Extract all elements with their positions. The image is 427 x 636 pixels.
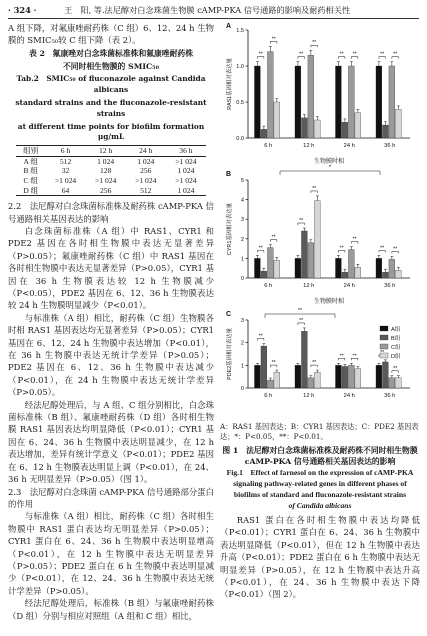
y-tick-label: 5 <box>240 178 244 184</box>
significance-label: ** <box>393 365 398 372</box>
table-cell: 1 024 <box>97 156 115 166</box>
x-tick-label: 12 h <box>303 393 315 399</box>
table2-header-cell: 12 h <box>99 146 113 156</box>
significance-label: ** <box>380 51 385 58</box>
table-row <box>16 186 206 196</box>
y-tick-label: 1 <box>240 363 244 370</box>
table-cell: D 组 <box>23 185 39 195</box>
table-cell: >1 024 <box>54 175 77 185</box>
x-tick-label: 6 h <box>264 283 273 289</box>
bar <box>335 66 341 138</box>
y-tick-label: 2 <box>240 236 244 243</box>
bar <box>314 201 320 278</box>
x-tick-label: 24 h <box>343 143 355 149</box>
bar <box>308 55 314 138</box>
table-cell: 128 <box>99 166 112 176</box>
figure-caption-en-2: signaling pathway-related genes in different phases of <box>233 479 407 488</box>
figure-1 <box>220 20 420 418</box>
y-axis-title: RAS1基因相对表达量 <box>227 58 233 110</box>
bar <box>254 365 260 388</box>
bar <box>295 258 301 278</box>
y-tick-label: 3 <box>240 318 244 324</box>
section-2-2-heading: 2.2 法尼醇对白念珠菌标准株及耐药株 cAMP-PKA 信号通路相关基因表达的影响 <box>8 201 214 224</box>
significance-label: ** <box>339 245 344 252</box>
panel-label: C <box>226 311 232 318</box>
running-header <box>8 3 419 19</box>
x-tick-label: 6 h <box>264 393 273 399</box>
bar <box>389 378 395 388</box>
x-tick-label: 36 h <box>384 143 396 149</box>
table2-header-cell: 36 h <box>179 146 193 156</box>
bar <box>308 243 314 278</box>
body-paragraph: 与标准株（A 组）相比，耐药株（C 组）各时相生物膜中 RAS1 蛋白表达均无明显差异（P>0.05）；CYR1 蛋白在 6、24、36 h 生物膜中表达明显增高（P<0.01），在 12 h 生物膜中表达无明显差异（P>0.05）；PDE2 蛋白在 6 h 生物膜中表达明显减少（P<0.01），在 12、24、36 h 生物膜中表达无统计学差异（P>0.05）。 <box>8 511 214 596</box>
bar <box>261 129 267 138</box>
table-cell: 256 <box>140 166 152 176</box>
x-tick-label: 36 h <box>384 393 396 399</box>
bar <box>355 113 361 138</box>
x-tick-label: 36 h <box>384 283 396 289</box>
body-paragraph: RAS1 蛋白在各时相生物膜中表达均降低（P<0.01）；CYR1 蛋白在 6、24、36 h 生物膜中表达明显降低（P<0.01），但在 12 h 生物膜中表达升高（P<0.01）；PDE2 蛋白在 6 h 生物膜中表达无明显差异（P>0.05），在 12 h 生物膜中表达升高（P<0.01），在 24、36 h 生物膜中表达下降（P<0.01）（图 2）。 <box>220 515 420 600</box>
table-cell: >1 024 <box>175 156 197 166</box>
table-cell: 512 <box>140 185 152 195</box>
significance-label: ** <box>352 353 357 360</box>
table2-header-row <box>16 146 206 157</box>
body-paragraph: 与标准株（A 组）相比，耐药株（C 组）生物膜各时相 RAS1 基因表达均无显著差异（P>0.05）；CYR1 基因在 6、12、24 h 生物膜中表达增加（P<0.01），在 36 h 生物膜中表达无统计学差异（P>0.05）；PDE2 基因在 6、12、36 h 生物膜中表达减少（P<0.01），在 24 h 生物膜中表达无统计学差异（P>0.05）。 <box>8 312 214 398</box>
running-title: 王 阳, 等.法尼醇对白念珠菌生物膜 cAMP-PKA 信号通路的影响及耐药相关性 <box>64 5 351 15</box>
page-number: · 324 · <box>8 5 37 15</box>
bar <box>376 365 382 388</box>
significance-label: ** <box>312 185 317 192</box>
table-cell: 1 024 <box>137 156 155 166</box>
figure-caption-cn-1: 图 1 法尼醇对白念珠菌标准株及耐药株不同时相生物膜 <box>222 446 418 455</box>
table-row <box>16 156 206 166</box>
table-cell: >1 024 <box>135 175 157 185</box>
bar <box>308 378 314 388</box>
bar <box>348 66 354 138</box>
bar <box>348 365 354 388</box>
bar <box>395 378 401 388</box>
bar <box>355 369 361 388</box>
x-tick-label: 24 h <box>343 393 355 399</box>
y-tick-label: 1 <box>240 256 244 263</box>
bar <box>261 346 267 388</box>
bar <box>267 248 273 278</box>
significance-label: ** <box>312 360 317 367</box>
significance-label: ** <box>339 353 344 360</box>
significance-label: ** <box>258 333 263 340</box>
y-axis-title: CYR1基因相对表达量 <box>227 202 233 256</box>
bar <box>382 362 388 388</box>
x-tick-label: 6 h <box>264 143 273 149</box>
bar <box>301 231 307 278</box>
table-cell: 1 024 <box>177 166 195 176</box>
left-column <box>8 22 214 622</box>
y-tick-label: 0 <box>240 276 244 282</box>
y-tick-label: 1.5 <box>236 28 244 34</box>
y-tick-label: 1.0 <box>236 64 244 70</box>
table-cell: B 组 <box>23 166 39 176</box>
bar <box>274 260 280 278</box>
legend-label: D组 <box>391 354 401 360</box>
intro-paragraph: A 组下降，对氟康唑耐药株（C 组）6、12、24 h 生物膜的 SMIC₅₀较 C 组下降（表 2）。 <box>8 23 214 46</box>
bar <box>254 258 260 278</box>
section-2-3-heading: 2.3 法尼醇对白念珠菌 cAMP-PKA 信号通路部分蛋白的作用 <box>8 486 214 509</box>
table2-header-cell: 组别 <box>23 146 39 156</box>
significance-label: ** <box>312 40 317 47</box>
legend-swatch <box>380 344 388 349</box>
bar <box>342 272 348 278</box>
x-tick-label: 12 h <box>303 283 315 289</box>
y-tick-label: 4 <box>240 197 244 204</box>
table-cell: >1 024 <box>94 175 117 185</box>
significance-label: ** <box>258 51 263 58</box>
figure-abbrev-note: A：RAS1 基因表达；B：CYR1 基因表达；C：PDE2 基因表达；*：P<0.05，**：P<0.01。 <box>220 422 419 441</box>
x-tick-label: 24 h <box>343 283 355 289</box>
legend-swatch <box>380 335 388 340</box>
bar <box>295 365 301 388</box>
table2-title-en-2: standard strains and the fluconazole-resistant strains <box>15 98 207 118</box>
bar <box>355 267 361 278</box>
table2-title-cn-1: 表 2 氟康唑对白念珠菌标准株和氟康唑耐药株 <box>28 48 194 58</box>
significance-label: * <box>328 165 332 171</box>
bar <box>274 372 280 388</box>
figure-caption-en-4: of Candida albicans <box>288 501 352 510</box>
significance-label: ** <box>299 218 304 225</box>
significance-label: ** <box>352 236 357 243</box>
bar <box>342 122 348 138</box>
y-tick-label: 0.0 <box>236 136 244 142</box>
table2-title-en-3: at different time points for biofilm formation μg/mL <box>17 121 212 142</box>
table2-header-cell: 6 h <box>60 146 71 156</box>
legend-label: A组 <box>391 327 401 333</box>
panel-label: A <box>226 23 232 30</box>
bar <box>335 365 341 388</box>
body-paragraph: 白念珠菌标准株（A 组）中 RAS1、CYR1 和 PDE2 基因在各时相生物膜中表达无显著差异（P>0.05）；氟康唑耐药株（C 组）中 RAS1 基因在各时相生物膜中表达无显著差异（P>0.05），CYR1 基因在 36 h 生物膜表达较 12 h 生物膜减少（P<0.05），PDE2 基因在 6、12、36 h 生物膜表达较 24 h 生物膜明显减少（P<0.01）。 <box>8 225 214 311</box>
significance-label: ** <box>297 308 303 314</box>
table-cell: >1 024 <box>175 175 197 185</box>
bar <box>382 125 388 138</box>
table-cell: 64 <box>61 185 70 195</box>
bar <box>314 120 320 138</box>
significance-label: ** <box>393 51 398 58</box>
table2 <box>16 145 206 196</box>
legend-swatch <box>380 353 388 358</box>
x-tick-label: 12 h <box>303 143 315 149</box>
panel-label: B <box>226 171 232 178</box>
significance-label: ** <box>258 245 263 252</box>
y-tick-label: 2 <box>240 340 244 347</box>
bar <box>267 52 273 138</box>
table-row <box>16 166 206 176</box>
table-cell: A 组 <box>23 156 39 166</box>
table2-title-en-1: Tab.2 SMIC₅₀ of fluconazole against Candida albicans <box>16 74 206 95</box>
significance-label: ** <box>352 51 357 58</box>
y-tick-label: 0 <box>240 386 244 392</box>
significance-label: ** <box>380 245 385 252</box>
x-axis-title: 生物膜时相 <box>313 159 345 165</box>
table-cell: 1 024 <box>177 185 195 195</box>
significance-label: ** <box>271 360 276 367</box>
bar <box>254 66 260 138</box>
figure-caption-cn-2: cAMP-PKA 信号通路相关基因表达的影响 <box>244 457 396 466</box>
y-tick-label: 0.5 <box>236 100 244 106</box>
bar <box>389 66 395 138</box>
bar <box>376 66 382 138</box>
bar <box>376 258 382 278</box>
figure-caption-en-3: biofilms of standard and fluconazole-resistant strains <box>233 490 407 499</box>
significance-label: ** <box>299 51 304 58</box>
bar <box>301 331 307 388</box>
table-cell: 32 <box>61 166 70 176</box>
y-tick-label: 3 <box>240 217 244 224</box>
right-column <box>220 20 420 601</box>
bar <box>335 258 341 278</box>
table2-title-cn-2: 不同时相生物膜的 SMIC₅₀ <box>62 61 160 71</box>
legend-label: B组 <box>391 336 401 342</box>
bar <box>267 380 273 388</box>
bar <box>342 366 348 388</box>
x-axis-title: 生物膜时相 <box>313 299 345 305</box>
bar <box>382 272 388 278</box>
significance-label: ** <box>393 246 398 253</box>
bar <box>301 118 307 138</box>
table-cell: 256 <box>99 185 112 195</box>
body-paragraph: 经法尼醇处理后，与 A 组、C 组分别相比，白念珠菌标准株（B 组）、氟康唑耐药株（D 组）各时相生物膜 RAS1 基因表达均明显降低（P<0.01）；CYR1 基因在 6、24、36 h 生物膜中表达明显减少，在 12 h 表达增加，差异有统计学意义（P<0.01）；PDE2 基因在 6、12 h 生物膜表达明显上调（P<0.01），在 24、36 h 无明显差异（P>0.05）（图 1）。 <box>8 399 214 485</box>
bar <box>395 270 401 278</box>
table-row <box>16 176 206 186</box>
bar <box>348 250 354 278</box>
table-cell: 512 <box>59 156 72 166</box>
bar <box>274 102 280 138</box>
bar <box>261 271 267 278</box>
bar <box>314 372 320 388</box>
bar <box>389 259 395 278</box>
significance-label: ** <box>271 234 276 241</box>
significance-label: ** <box>271 36 276 43</box>
bar <box>295 66 301 138</box>
y-axis-title: PDE2基因相对表达量 <box>227 328 233 380</box>
significance-label: ** <box>339 51 344 58</box>
legend-label: C组 <box>391 345 401 351</box>
significance-label: ** <box>299 317 304 324</box>
table-cell: C 组 <box>23 175 39 185</box>
significance-bracket <box>280 171 380 175</box>
bar <box>395 109 401 138</box>
table2-header-cell: 24 h <box>139 146 153 156</box>
body-paragraph: 经法尼醇处理后，标准株（B 组）与氟康唑耐药株（D 组）分别与相应对照组（A 组和 C 组）相比， <box>8 598 214 621</box>
figure-caption-en-1: Fig.1 Effect of farnesol on the expression of cAMP-PKA <box>226 468 414 477</box>
legend-swatch <box>380 326 388 331</box>
